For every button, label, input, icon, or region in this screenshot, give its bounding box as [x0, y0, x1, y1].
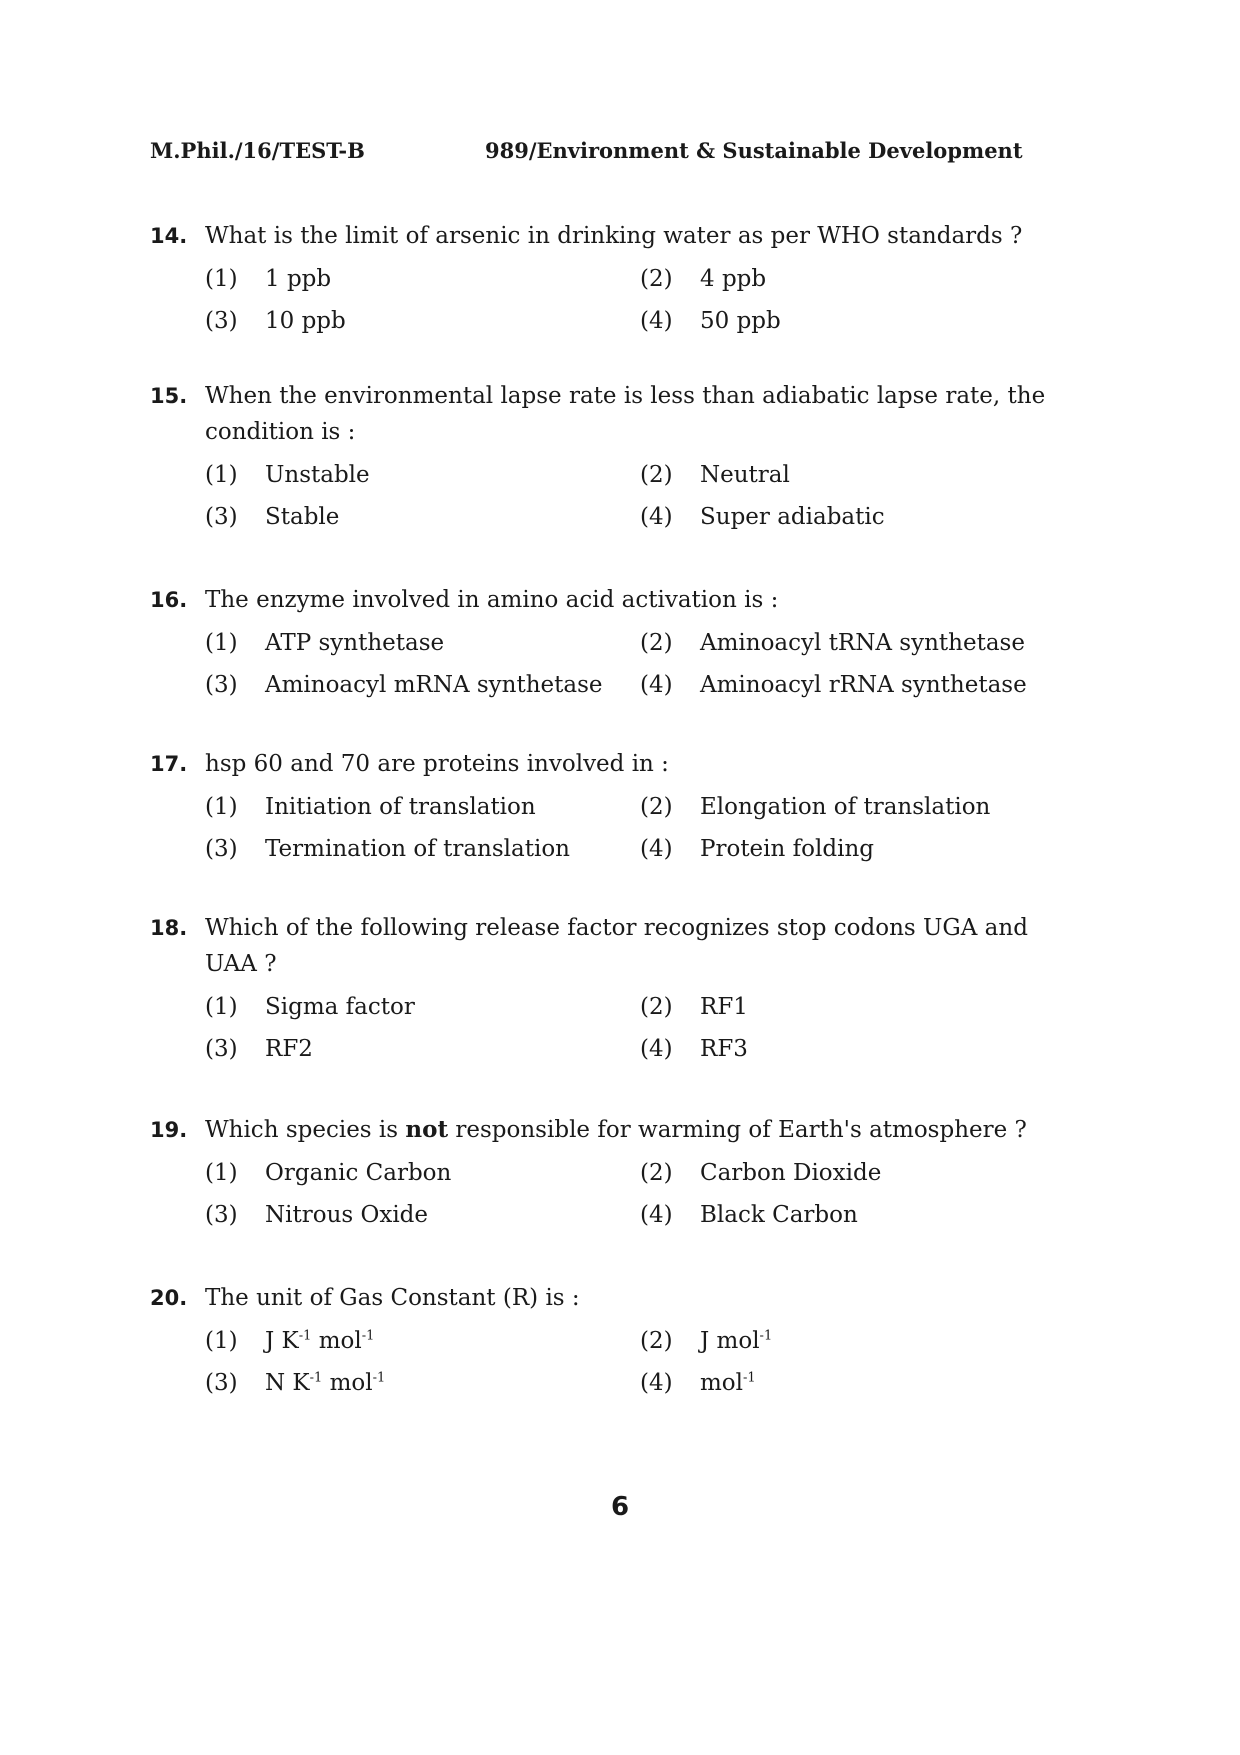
option-1: (1) Organic Carbon [205, 1160, 452, 1186]
question-number: 17. [150, 752, 188, 776]
option-1: (1) 1 ppb [205, 266, 332, 292]
option-2: (2) Elongation of translation [640, 794, 991, 820]
exam-code: M.Phil./16/TEST-B [150, 138, 365, 163]
option-3: (3) Nitrous Oxide [205, 1202, 429, 1228]
question-16 [150, 582, 1070, 706]
option-2: (2) J mol$^{-1}$ [640, 1328, 773, 1354]
question-18 [150, 910, 1070, 1070]
question-number: 14. [150, 224, 188, 248]
option-2: (2) RF1 [640, 994, 748, 1020]
option-3: (3) Termination of translation [205, 836, 570, 862]
question-text: The unit of Gas Constant (R) is : [205, 1285, 580, 1311]
option-2: (2) Neutral [640, 462, 790, 488]
subject-title: 989/Environment & Sustainable Development [485, 138, 1023, 163]
question-number: 19. [150, 1118, 188, 1142]
option-2: (2) Carbon Dioxide [640, 1160, 882, 1186]
page-number: 6 [610, 1492, 630, 1522]
option-1: (1) ATP synthetase [205, 630, 445, 656]
question-text: Which of the following release factor recognizes stop codons UGA and UAA ? [205, 915, 1028, 977]
option-2: (2) Aminoacyl tRNA synthetase [640, 630, 1025, 656]
question-text: hsp 60 and 70 are proteins involved in : [205, 751, 669, 777]
emphasis-not: not [405, 1116, 449, 1143]
option-3: (3) N $K^{-1}$ mol$^{-1}$ [205, 1370, 386, 1396]
option-4: (4) Aminoacyl rRNA synthetase [640, 672, 1027, 698]
question-20 [150, 1280, 1070, 1404]
option-4: (4) Protein folding [640, 836, 874, 862]
question-17 [150, 746, 1070, 870]
option-1: (1) Sigma factor [205, 994, 415, 1020]
question-text: When the environmental lapse rate is less than adiabatic lapse rate, the condition is : [205, 383, 1046, 445]
option-4: (4) RF3 [640, 1036, 748, 1062]
question-19 [150, 1112, 1070, 1236]
question-number: 15. [150, 384, 188, 408]
option-1: (1) J $K^{-1}$ mol$^{-1}$ [205, 1328, 375, 1354]
question-14 [150, 218, 1070, 342]
question-number: 20. [150, 1286, 188, 1310]
option-3: (3) RF2 [205, 1036, 313, 1062]
option-2: (2) 4 ppb [640, 266, 767, 292]
option-4: (4) mol$^{-1}$ [640, 1370, 756, 1396]
option-4: (4) Black Carbon [640, 1202, 858, 1228]
option-3: (3) 10 ppb [205, 308, 346, 334]
option-3: (3) Stable [205, 504, 340, 530]
question-number: 16. [150, 588, 188, 612]
option-1: (1) Initiation of translation [205, 794, 536, 820]
option-4: (4) 50 ppb [640, 308, 781, 334]
option-1: (1) Unstable [205, 462, 370, 488]
question-text: What is the limit of arsenic in drinking water as per WHO standards ? [205, 223, 1023, 249]
option-3: (3) Aminoacyl mRNA synthetase [205, 672, 603, 698]
question-number: 18. [150, 916, 188, 940]
question-text: Which species is not responsible for warming of Earth's atmosphere ? [205, 1116, 1027, 1143]
question-text: The enzyme involved in amino acid activation is : [205, 587, 779, 613]
option-4: (4) Super adiabatic [640, 504, 885, 530]
question-15 [150, 378, 1070, 538]
